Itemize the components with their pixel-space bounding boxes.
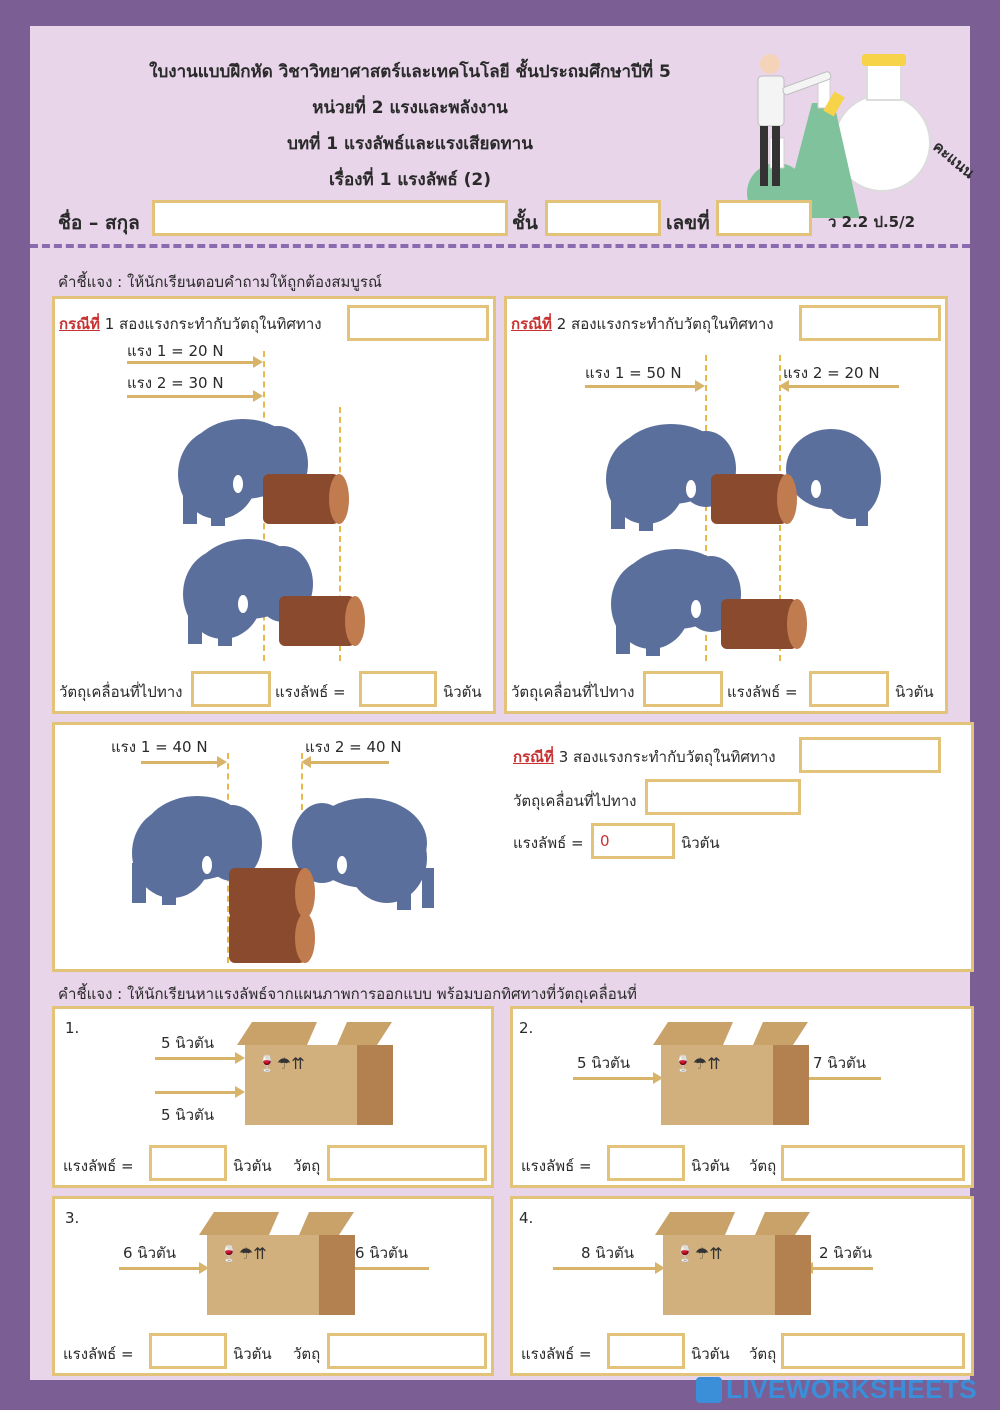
- problem-3-result-label: แรงลัพธ์ =: [63, 1345, 134, 1363]
- problem-1-box-symbols: 🍷☂⇈: [257, 1054, 305, 1073]
- case-3-result-input[interactable]: 0: [591, 823, 675, 859]
- problem-1-panel: [52, 1006, 494, 1188]
- title-line-4: เรื่องที่ 1 แรงลัพธ์ (2): [329, 170, 491, 190]
- class-label: ชั้น: [512, 212, 538, 234]
- case-1-move-input[interactable]: [191, 671, 271, 707]
- case-2-label: กรณีที่: [511, 315, 552, 333]
- case-3-elephants-image: [117, 783, 437, 968]
- case-1-force-1-arrow: [127, 361, 255, 364]
- problem-2-force-2: 7 นิวตัน: [813, 1054, 866, 1072]
- title-line-2: หน่วยที่ 2 แรงและพลังงาน: [312, 98, 508, 118]
- case-1-text: 1 สองแรงกระทำกับวัตถุในทิศทาง: [104, 315, 322, 333]
- problem-2-number: 2.: [519, 1019, 534, 1037]
- problem-4-number: 4.: [519, 1209, 534, 1227]
- problem-1-object-label: วัตถุ: [293, 1157, 321, 1175]
- problem-1-force-1-arrow: [155, 1057, 237, 1060]
- instruction-1: คำชี้แจง : ให้นักเรียนตอบคำถามให้ถูกต้องสมบูรณ์: [58, 273, 382, 291]
- problem-1-result-input[interactable]: [149, 1145, 227, 1181]
- problem-2-box-symbols: 🍷☂⇈: [673, 1054, 721, 1073]
- case-1-elephants-image: [163, 404, 363, 654]
- problem-3-number: 3.: [65, 1209, 80, 1227]
- instruction-2: คำชี้แจง : ให้นักเรียนหาแรงลัพธ์จากแผนภาพการออกแบบ พร้อมบอกทิศทางที่วัตถุเคลื่อนที่: [58, 985, 637, 1003]
- case-2-move-label: วัตถุเคลื่อนที่ไปทาง: [511, 683, 635, 701]
- name-label: ชื่อ – สกุล: [58, 212, 140, 234]
- problem-2-object-label: วัตถุ: [749, 1157, 777, 1175]
- problem-1-number: 1.: [65, 1019, 80, 1037]
- case-3-text: 3 สองแรงกระทำกับวัตถุในทิศทาง: [558, 748, 776, 766]
- case-2-result-input[interactable]: [809, 671, 889, 707]
- name-input[interactable]: [152, 200, 508, 236]
- problem-2-panel: [510, 1006, 974, 1188]
- case-2-force-2: แรง 2 = 20 N: [783, 364, 880, 382]
- problem-4-force-1: 8 นิวตัน: [581, 1244, 634, 1262]
- problem-2-direction-input[interactable]: [781, 1145, 965, 1181]
- problem-2-box-image: [643, 1017, 813, 1127]
- title-line-3: บทที่ 1 แรงลัพธ์และแรงเสียดทาน: [287, 134, 533, 154]
- problem-4-force-1-arrow: [553, 1267, 657, 1270]
- case-1-panel: [52, 296, 496, 714]
- case-2-unit: นิวตัน: [895, 683, 934, 701]
- case-1-move-label: วัตถุเคลื่อนที่ไปทาง: [59, 683, 183, 701]
- number-label: เลขที่: [666, 212, 710, 234]
- case-1-unit: นิวตัน: [443, 683, 482, 701]
- number-input[interactable]: [716, 200, 812, 236]
- problem-1-unit: นิวตัน: [233, 1157, 272, 1175]
- case-1-force-1: แรง 1 = 20 N: [127, 342, 224, 360]
- case-1-force-2: แรง 2 = 30 N: [127, 374, 224, 392]
- problem-3-object-label: วัตถุ: [293, 1345, 321, 1363]
- case-2-force-1-arrow: [585, 385, 697, 388]
- standard-code: ว 2.2 ป.5/2: [828, 213, 916, 231]
- case-3-result-label: แรงลัพธ์ =: [513, 834, 584, 852]
- liveworksheets-watermark: LIVEWORKSHEETS: [726, 1374, 978, 1404]
- problem-4-result-input[interactable]: [607, 1333, 685, 1369]
- problem-4-force-2: 2 นิวตัน: [819, 1244, 872, 1262]
- liveworksheets-logo: [696, 1374, 977, 1405]
- case-3-move-input[interactable]: [645, 779, 801, 815]
- case-3-force-2-arrow: [309, 761, 389, 764]
- problem-1-box-image: [227, 1017, 397, 1127]
- problem-1-direction-input[interactable]: [327, 1145, 487, 1181]
- case-2-force-2-arrow: [787, 385, 899, 388]
- problem-4-box-image: [645, 1207, 815, 1317]
- problem-4-unit: นิวตัน: [691, 1345, 730, 1363]
- score-label: คะแนน: [929, 137, 978, 183]
- case-3-force-2: แรง 2 = 40 N: [305, 738, 402, 756]
- case-3-direction-input[interactable]: [799, 737, 941, 773]
- class-input[interactable]: [545, 200, 661, 236]
- problem-2-result-label: แรงลัพธ์ =: [521, 1157, 592, 1175]
- problem-4-object-label: วัตถุ: [749, 1345, 777, 1363]
- worksheet: [30, 26, 978, 1380]
- case-3-unit: นิวตัน: [681, 834, 720, 852]
- problem-2-force-1: 5 นิวตัน: [577, 1054, 630, 1072]
- case-2-text: 2 สองแรงกระทำกับวัตถุในทิศทาง: [556, 315, 774, 333]
- case-1-label: กรณีที่: [59, 315, 100, 333]
- case-2-result-label: แรงลัพธ์ =: [727, 683, 798, 701]
- case-2-panel: [504, 296, 948, 714]
- case-3-panel: [52, 722, 974, 972]
- problem-3-force-1: 6 นิวตัน: [123, 1244, 176, 1262]
- problem-1-force-2-arrow: [155, 1091, 237, 1094]
- title-line-1: ใบงานแบบฝึกหัด วิชาวิทยาศาสตร์และเทคโนโลยี ชั้นประถมศึกษาปีที่ 5: [149, 62, 671, 82]
- case-2-direction-input[interactable]: [799, 305, 941, 341]
- problem-4-panel: [510, 1196, 974, 1376]
- problem-4-result-label: แรงลัพธ์ =: [521, 1345, 592, 1363]
- problem-3-box-image: [189, 1207, 359, 1317]
- divider: [30, 244, 970, 248]
- case-3-label: กรณีที่: [513, 748, 554, 766]
- case-2-force-1: แรง 1 = 50 N: [585, 364, 682, 382]
- problem-4-box-symbols: 🍷☂⇈: [675, 1244, 723, 1263]
- problem-3-result-input[interactable]: [149, 1333, 227, 1369]
- problem-4-direction-input[interactable]: [781, 1333, 965, 1369]
- case-3-force-1-arrow: [141, 761, 219, 764]
- liveworksheets-logo-icon: [696, 1377, 722, 1403]
- problem-1-force-1: 5 นิวตัน: [161, 1034, 214, 1052]
- problem-1-result-label: แรงลัพธ์ =: [63, 1157, 134, 1175]
- problem-3-box-symbols: 🍷☂⇈: [219, 1244, 267, 1263]
- problem-3-panel: [52, 1196, 494, 1376]
- problem-3-direction-input[interactable]: [327, 1333, 487, 1369]
- case-2-move-input[interactable]: [643, 671, 723, 707]
- problem-1-force-2: 5 นิวตัน: [161, 1106, 214, 1124]
- case-1-result-label: แรงลัพธ์ =: [275, 683, 346, 701]
- problem-3-force-2: 6 นิวตัน: [355, 1244, 408, 1262]
- case-1-direction-input[interactable]: [347, 305, 489, 341]
- problem-3-unit: นิวตัน: [233, 1345, 272, 1363]
- problem-2-unit: นิวตัน: [691, 1157, 730, 1175]
- case-1-force-2-arrow: [127, 395, 255, 398]
- case-2-elephants-image: [601, 409, 891, 659]
- problem-2-result-input[interactable]: [607, 1145, 685, 1181]
- problem-4-force-2-arrow: [811, 1267, 873, 1270]
- case-1-result-input[interactable]: [359, 671, 437, 707]
- case-3-force-1: แรง 1 = 40 N: [111, 738, 208, 756]
- case-3-move-label: วัตถุเคลื่อนที่ไปทาง: [513, 792, 637, 810]
- problem-3-force-2-arrow: [347, 1267, 429, 1270]
